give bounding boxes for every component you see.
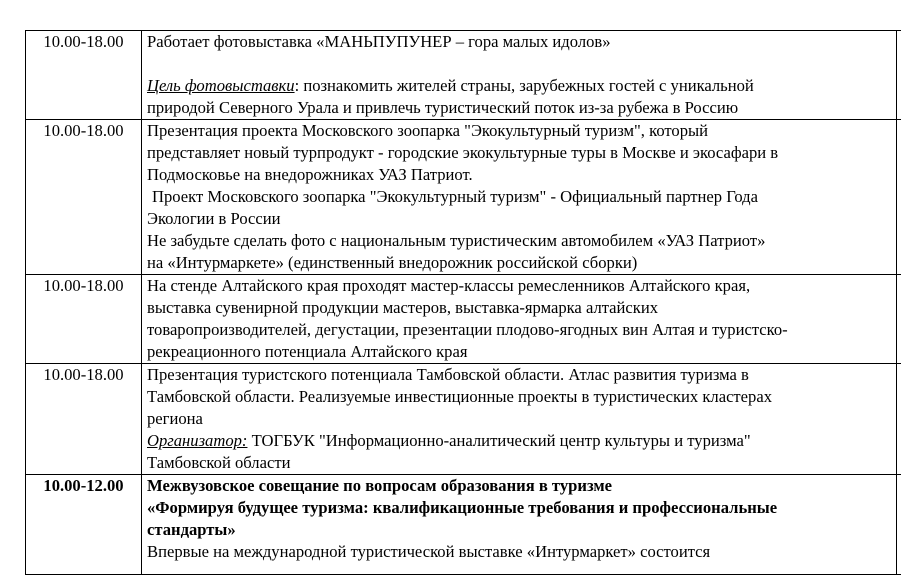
description-line: Работает фотовыставка «МАНЬПУПУНЕР – гора малых идолов» <box>147 31 892 53</box>
table-row <box>26 31 901 120</box>
event-time: 10.00-18.00 <box>26 31 142 120</box>
goal-label: Цель фотовыставки <box>147 76 295 95</box>
table-row <box>26 275 901 364</box>
event-time: 10.00-18.00 <box>26 275 142 364</box>
organizer-text: ТОГБУК "Информационно-аналитический центр культуры и туризма" <box>247 431 750 450</box>
goal-text: : познакомить жителей страны, зарубежных гостей с уникальной <box>295 76 754 95</box>
event-description <box>142 275 897 364</box>
table-row <box>26 475 901 575</box>
table-row <box>26 120 901 275</box>
event-time: 10.00-18.00 <box>26 120 142 275</box>
extra-column <box>897 364 901 475</box>
description-line <box>147 430 892 452</box>
event-subtitle: стандарты» <box>147 519 892 541</box>
description-line <box>147 75 892 97</box>
event-title: Межвузовское совещание по вопросам образования в туризме <box>147 475 892 497</box>
table-row <box>26 364 901 475</box>
description-line: выставка сувенирной продукции мастеров, выставка-ярмарка алтайских <box>147 297 892 319</box>
description-line: Экологии в России <box>147 208 892 230</box>
event-description <box>142 475 897 575</box>
description-line: Не забудьте сделать фото с национальным туристическим автомобилем «УАЗ Патриот» <box>147 230 892 252</box>
description-line: товаропроизводителей, дегустации, презентации плодово-ягодных вин Алтая и туристско- <box>147 319 892 341</box>
blank-line <box>147 53 892 75</box>
description-line: Презентация проекта Московского зоопарка "Экокультурный туризм", который <box>147 120 892 142</box>
event-description <box>142 364 897 475</box>
extra-column <box>897 120 901 275</box>
description-line: Проект Московского зоопарка "Экокультурный туризм" - Официальный партнер Года <box>147 186 892 208</box>
event-description <box>142 31 897 120</box>
event-description <box>142 120 897 275</box>
extra-column <box>897 475 901 575</box>
description-line: Презентация туристского потенциала Тамбовской области. Атлас развития туризма в <box>147 364 892 386</box>
extra-column <box>897 275 901 364</box>
description-line: региона <box>147 408 892 430</box>
description-line: природой Северного Урала и привлечь туристический поток из-за рубежа в Россию <box>147 97 892 119</box>
description-line: Впервые на международной туристической выставке «Интурмаркет» состоится <box>147 541 892 563</box>
organizer-label: Организатор: <box>147 431 247 450</box>
description-line: Подмосковье на внедорожниках УАЗ Патриот. <box>147 164 892 186</box>
schedule-table <box>25 30 901 575</box>
description-line: на «Интурмаркете» (единственный внедорожник российской сборки) <box>147 252 892 274</box>
event-subtitle: «Формируя будущее туризма: квалификационные требования и профессиональные <box>147 497 892 519</box>
event-time: 10.00-18.00 <box>26 364 142 475</box>
description-line: представляет новый турпродукт - городские экокультурные туры в Москве и экосафари в <box>147 142 892 164</box>
description-line: рекреационного потенциала Алтайского края <box>147 341 892 363</box>
event-time: 10.00-12.00 <box>26 475 142 575</box>
description-line: Тамбовской области. Реализуемые инвестиционные проекты в туристических кластерах <box>147 386 892 408</box>
description-line: На стенде Алтайского края проходят мастер-классы ремесленников Алтайского края, <box>147 275 892 297</box>
description-line: Тамбовской области <box>147 452 892 474</box>
extra-column <box>897 31 901 120</box>
